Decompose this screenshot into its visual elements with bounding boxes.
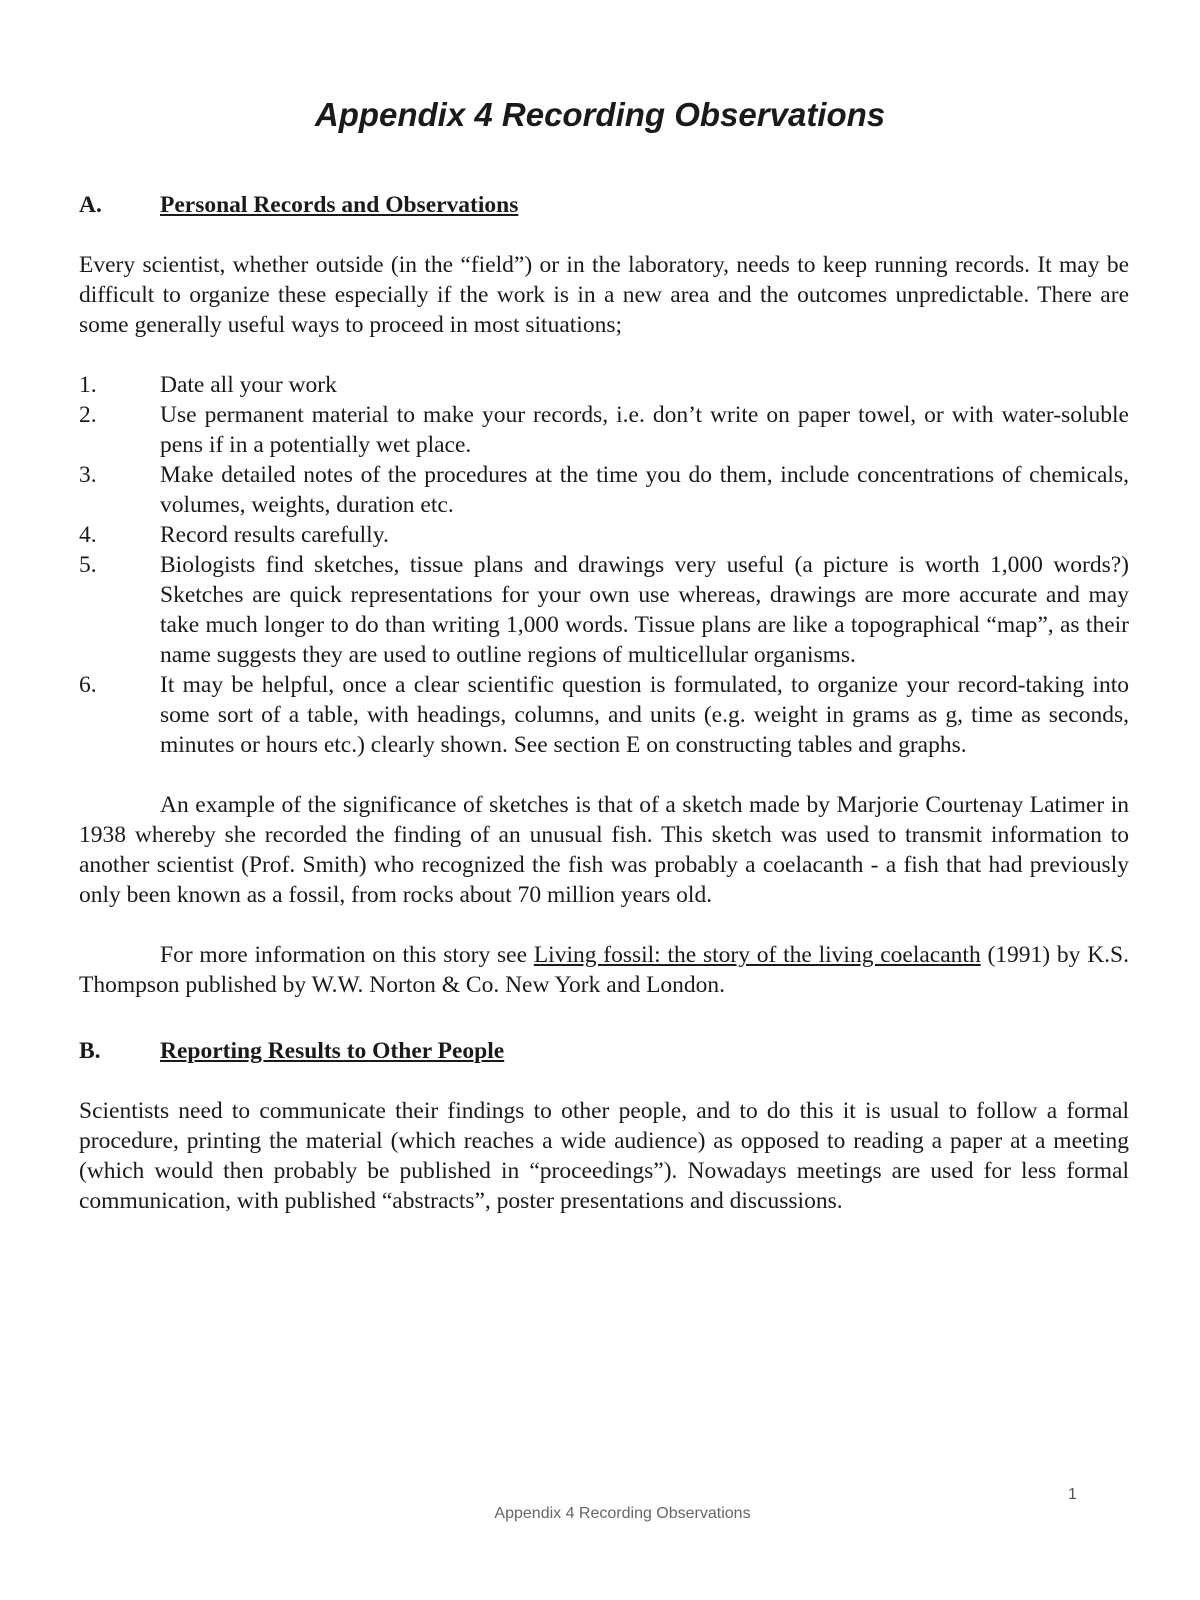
list-item-number: 2. — [79, 402, 97, 428]
list-item-number: 5. — [79, 552, 97, 578]
section-a-letter: A. — [79, 192, 102, 218]
list-item — [79, 550, 1129, 670]
list-item — [79, 670, 1129, 760]
book-title: Living fossil: the story of the living coelacanth — [533, 942, 981, 968]
list-item — [79, 520, 1129, 550]
more-info-prefix: For more information on this story see — [160, 942, 534, 968]
guidelines-list — [79, 370, 1129, 760]
section-a-title: Personal Records and Observations — [160, 192, 519, 218]
page-number: 1 — [1068, 1486, 1077, 1503]
list-item-number: 4. — [79, 522, 97, 548]
page-title: Appendix 4 Recording Observations — [314, 96, 886, 133]
page-footer: Appendix 4 Recording Observations — [494, 1505, 751, 1522]
section-b-paragraph: Scientists need to communicate their findings to other people, and to do this it is usual to follow a formal procedure, printing the material (which reaches a wide audience) as opposed to reading a paper at a meeting (which would then probably be published in “proceedings”). Nowadays meetings are used for less formal communication, with published “abstracts”, poster presentations and discussions. — [79, 1098, 1129, 1214]
list-item-text: Date all your work — [160, 372, 337, 398]
list-item-number: 6. — [79, 672, 97, 698]
example-paragraph: An example of the significance of sketches is that of a sketch made by Marjorie Courtenay Latimer in 1938 whereby she recorded the finding of an unusual fish. This sketch was used to transmit information to another scientist (Prof. Smith) who recognized the fish was probably a coelacanth - a fish that had previously only been known as a fossil, from rocks about 70 million years old. — [79, 792, 1129, 908]
list-item-text: It may be helpful, once a clear scientific question is formulated, to organize your record-taking into some sort of a table, with headings, columns, and units (e.g. weight in grams as g, time as seconds, minutes or hours etc.) clearly shown. See section E on constructing tables and graphs. — [160, 672, 1129, 758]
section-b-letter: B. — [79, 1038, 101, 1064]
section-a-intro: Every scientist, whether outside (in the “field”) or in the laboratory, needs to keep running records. It may be difficult to organize these especially if the work is in a new area and the outcomes unpredictable. There are some generally useful ways to proceed in most situations; — [79, 252, 1129, 338]
document-body — [79, 190, 1129, 1216]
section-b-heading — [79, 1036, 1129, 1066]
section-b-title: Reporting Results to Other People — [160, 1038, 505, 1064]
list-item-text: Biologists find sketches, tissue plans and drawings very useful (a picture is worth 1,000 words?) Sketches are quick representations for your own use whereas, drawings are more accurate and may take much longer to do than writing 1,000 words. Tissue plans are like a topographical “map”, as their name suggests they are used to outline regions of multicellular organisms. — [160, 552, 1129, 668]
list-item-number: 3. — [79, 462, 97, 488]
list-item — [79, 400, 1129, 460]
list-item-text: Use permanent material to make your records, i.e. don’t write on paper towel, or with water-soluble pens if in a potentially wet place. — [160, 402, 1129, 458]
more-info-paragraph — [79, 940, 1129, 1000]
list-item-number: 1. — [79, 372, 97, 398]
list-item — [79, 460, 1129, 520]
list-item — [79, 370, 1129, 400]
list-item-text: Make detailed notes of the procedures at the time you do them, include concentrations of chemicals, volumes, weights, duration etc. — [160, 462, 1129, 518]
section-a-heading — [79, 190, 1129, 220]
more-info-suffix: (1991) by K.S. Thompson published by W.W. Norton & Co. New York and London. — [79, 942, 1129, 998]
list-item-text: Record results carefully. — [160, 522, 389, 548]
